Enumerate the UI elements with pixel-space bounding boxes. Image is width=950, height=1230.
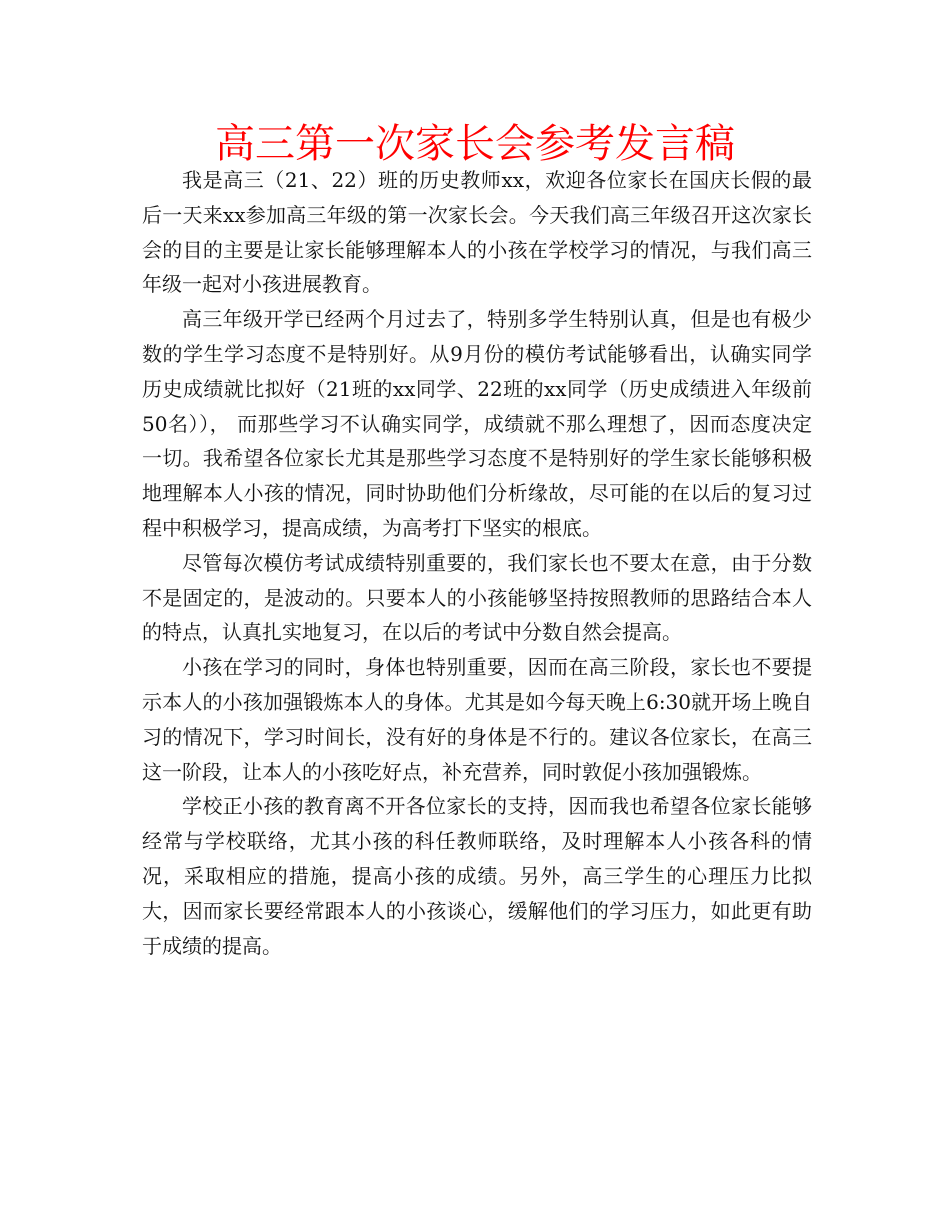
paragraph-3: 尽管每次模仿考试成绩特别重要的，我们家长也不要太在意，由于分数不是固定的，是波动的。只要本人的小孩能够坚持按照教师的思路结合本人的特点，认真扎实地复习，在以后的考试中分数自然会提高。	[142, 550, 812, 645]
paragraph-4: 小孩在学习的同时，身体也特别重要，因而在高三阶段，家长也不要提示本人的小孩加强锻炼本人的身体。尤其是如今每天晚上6:30就开场上晚自习的情况下，学习时间长，没有好的身体是不行的。建议各位家长，在高三这一阶段，让本人的小孩吃好点，补充营养，同时敦促小孩加强锻炼。	[142, 655, 812, 784]
paragraph-1: 我是高三（21、22）班的历史教师xx，欢迎各位家长在国庆长假的最后一天来xx参加高三年级的第一次家长会。今天我们高三年级召开这次家长会的目的主要是让家长能够理解本人的小孩在学校学习的情况，与我们高三年级一起对小孩进展教育。	[142, 168, 812, 297]
paragraph-2: 高三年级开学已经两个月过去了，特别多学生特别认真，但是也有极少数的学生学习态度不是特别好。从9月份的模仿考试能够看出，认确实同学历史成绩就比拟好（21班的xx同学、22班的xx同学（历史成绩进入年级前50名））， 而那些学习不认确实同学，成绩就不那么理想了，因而态度决定一切。我希望各位家长尤其是那些学习态度不是特别好的学生家长能够积极地理解本人小孩的情况，同时协助他们分析缘故，尽可能的在以后的复习过程中积极学习，提高成绩，为高考打下坚实的根底。	[142, 307, 812, 540]
document-title: 高三第一次家长会参考发言稿	[215, 121, 735, 167]
paragraph-5: 学校正小孩的教育离不开各位家长的支持，因而我也希望各位家长能够经常与学校联络，尤其小孩的科任教师联络，及时理解本人小孩各科的情况，采取相应的措施，提高小孩的成绩。另外，高三学生的心理压力比拟大，因而家长要经常跟本人的小孩谈心，缓解他们的学习压力，如此更有助于成绩的提高。	[142, 794, 812, 958]
document-body	[142, 163, 812, 963]
